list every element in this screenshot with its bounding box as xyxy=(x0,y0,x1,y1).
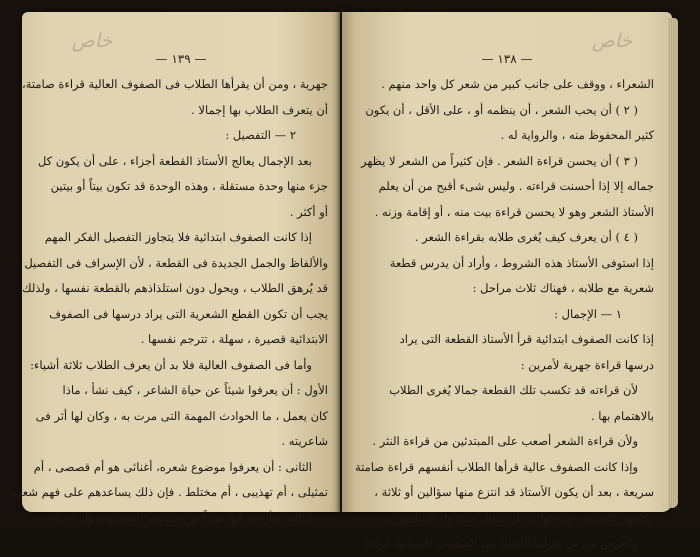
text-line: الثانى : أن يعرفوا موضوع شعره، أغنائى هو أم قصصى ، أم xyxy=(33,459,312,474)
left-page xyxy=(6,12,340,525)
text-line: والألفاظ والجمل الجديدة فى القطعة ، لأن الإسراف فى التفصيل xyxy=(24,255,328,270)
page-number: — ١٣٩ — xyxy=(155,52,207,66)
text-line: الأستاذ الشعر وهو لا يحسن قراءة بيت منه ، أو إقامة وزنه . xyxy=(374,204,654,219)
pencil-annotation: خاص xyxy=(591,30,633,52)
text-line: إذا كانت الصفوف ابتدائية فلا يتجاوز التفصيل الفكر المهم xyxy=(44,230,312,244)
text-line: يجب أن تكون القطع الشعرية التى يراد درسها فى الصفوف xyxy=(49,306,328,321)
page-text-block xyxy=(354,72,654,557)
text-line: الثالث : أن يعرفوا شيئاً عن صناعته الشعرية ، هل ارتبك xyxy=(50,510,312,525)
text-line: جزء منها وحدة مستقلة ، وهذه الوحدة قد تكون بيتاً أو بيتين xyxy=(50,179,328,193)
pencil-annotation: خاص xyxy=(71,30,113,52)
text-line: درسها قراءة جهرية لأمرين : xyxy=(520,357,654,372)
text-line: أو أكثر . xyxy=(289,204,328,219)
section-heading: ١ — الإجمال : xyxy=(554,306,622,321)
text-line: قد يُرهق الطلاب ، ويحول دون استلذاذهم بالقطعة نفسها ، ولذلك xyxy=(22,281,328,295)
text-line: وأما فى الصفوف العالية فلا بد أن يعرف الطلاب ثلاثة أشياء: xyxy=(30,357,312,372)
text-line: وإذا كانت الصفوف عالية قرأها الطلاب أنفسهم قراءة صامتة xyxy=(354,459,638,474)
text-line: كثير المحفوظ منه ، والرواية له . xyxy=(500,128,654,142)
page-number: — ١٣٨ — xyxy=(481,52,533,66)
text-line: تمثيلى ، أم تهذيبى ، أم مختلط . فإن ذلك يساعدهم على فهم شعره. xyxy=(6,485,328,499)
text-line: بعد الإجمال يعالج الأستاذ القطعة أجزاء ، على أن يكون كل xyxy=(37,153,312,168)
section-heading: ٢ — التفصيل : xyxy=(225,128,296,142)
text-line: وكلفهم التفتيش عن جواب كل سؤال استدعاء لانتباههم . xyxy=(388,510,654,525)
text-line: الأول : أن يعرفوا شيئاً عن حياة الشاعر ، كيف نشأ ، ماذا xyxy=(62,383,328,397)
text-line: والغرض من أن يقرأها الأستاذ فى الصفوف الابتدائية قراءة xyxy=(364,536,638,550)
text-line: الشعراء ، ووقف على جانب كبير من شعر كل واحد منهم . xyxy=(381,77,654,91)
text-line: كان يعمل ، ما الحوادث المهمة التى مرت به ، وكان لها أثر فى xyxy=(35,408,328,423)
text-line: سريعة ، بعد أن يكون الأستاذ قد انتزع منها سؤالين أو ثلاثة ، xyxy=(374,485,654,499)
text-line: إذا كانت الصفوف ابتدائية قرأ الأستاذ القطعة التى يراد xyxy=(399,332,654,346)
text-line: ( ٣ ) أن يحسن قراءة الشعر . فإن كثيراً من الشعر لا يظهر xyxy=(361,153,638,168)
right-page xyxy=(342,12,672,550)
page-edges xyxy=(668,18,678,508)
text-line: بالاهتمام بها . xyxy=(590,408,654,423)
text-line: شعرية مع طلابه ، فهناك ثلاث مراحل : xyxy=(472,281,654,295)
text-line: إذا استوفى الأستاذ هذه الشروط ، وأراد أن يدرس قطعة xyxy=(389,255,654,270)
text-line: لأن قراءته قد تكسب تلك القطعة جمالا يُغرى الطلاب xyxy=(389,383,638,397)
page-text-block xyxy=(6,72,328,531)
text-line: أن يتعرف الطلاب بها إجمالا . xyxy=(191,102,328,117)
text-line: الابتدائية قصيرة ، سهلة ، تترجم نفسها . xyxy=(140,332,328,346)
text-line: ولأن قراءة الشعر أصعب على المبتدئين من قراءة النثر . xyxy=(372,434,638,448)
text-line: جماله إلا إذا أحسنت قراءته . وليس شىء أقبح من أن يعلم xyxy=(378,179,654,193)
text-line: شاعريته . xyxy=(281,434,328,448)
text-line: ( ٤ ) أن يعرف كيف يُغرى طلابه بقراءة الشعر . xyxy=(414,230,638,244)
text-line: جهرية ، ومن أن يقرأها الطلاب فى الصفوف العالية قراءة صامتة، xyxy=(21,77,328,91)
text-line: ( ٢ ) أن يحب الشعر ، أن ينظمه أو ، على الأقل ، أن يكون xyxy=(365,102,638,117)
